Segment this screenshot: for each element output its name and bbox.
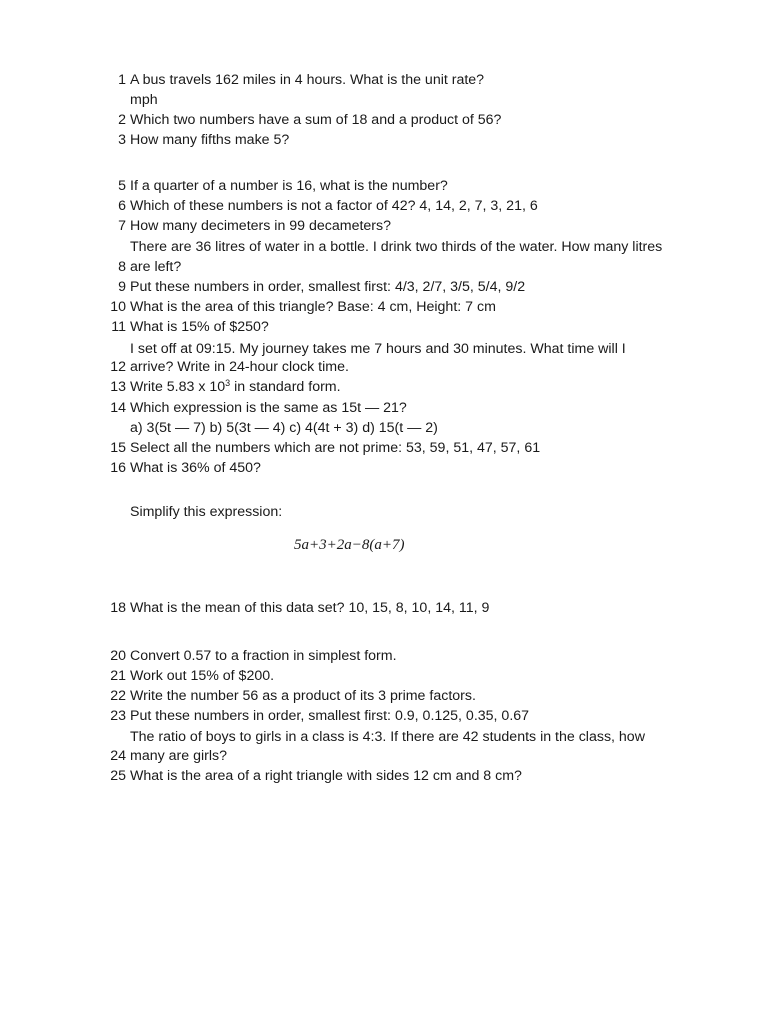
question-text: How many decimeters in 99 decameters? [130, 218, 392, 234]
question-number: 13 [110, 379, 126, 395]
question-text: Which expression is the same as 15t — 21? [130, 400, 407, 416]
question-text: Which two numbers have a sum of 18 and a product of 56? [130, 112, 502, 128]
question-text: What is the mean of this data set? 10, 15, 8, 10, 14, 11, 9 [130, 600, 490, 616]
question-text: If a quarter of a number is 16, what is the number? [130, 178, 448, 194]
question-number: 7 [118, 218, 126, 234]
question-text: What is the area of this triangle? Base: 4 cm, Height: 7 cm [130, 299, 496, 315]
question-text: What is 36% of 450? [130, 460, 261, 476]
question-number: 25 [110, 768, 126, 784]
question-number: 14 [110, 400, 126, 416]
question-number: 1 [118, 72, 126, 88]
question-number: 20 [110, 648, 126, 664]
question-text: Work out 15% of $200. [130, 668, 275, 684]
question-text: Select all the numbers which are not prime: 53, 59, 51, 47, 57, 61 [130, 440, 541, 456]
question-number: 8 [118, 259, 126, 275]
question-text-part: Write 5.83 x 10 [130, 379, 226, 395]
question-number: 24 [110, 748, 126, 764]
question-text: The ratio of boys to girls in a class is 4:3. If there are 42 students in the class, how [130, 729, 645, 745]
question-number: 6 [118, 198, 126, 214]
question-number: 9 [118, 279, 126, 295]
question-text: many are girls? [130, 748, 227, 764]
question-number: 12 [110, 359, 126, 375]
question-text: A bus travels 162 miles in 4 hours. What is the unit rate? [130, 72, 485, 88]
question-text: I set off at 09:15. My journey takes me 7 hours and 30 minutes. What time will I [130, 341, 626, 357]
question-text: Put these numbers in order, smallest first: 0.9, 0.125, 0.35, 0.67 [130, 708, 530, 724]
question-number: 18 [110, 600, 126, 616]
question-text [130, 378, 341, 396]
question-text: Which of these numbers is not a factor of 42? 4, 14, 2, 7, 3, 21, 6 [130, 198, 538, 214]
question-number: 22 [110, 688, 126, 704]
question-number: 3 [118, 132, 126, 148]
question-text-part: in standard form. [230, 379, 341, 395]
question-text: arrive? Write in 24-hour clock time. [130, 359, 349, 375]
question-number: 10 [110, 299, 126, 315]
question-text: What is the area of a right triangle with sides 12 cm and 8 cm? [130, 768, 522, 784]
answer-options: a) 3(5t — 7) b) 5(3t — 4) c) 4(4t + 3) d) 15(t — 2) [130, 420, 438, 436]
question-number: 23 [110, 708, 126, 724]
question-number: 5 [118, 178, 126, 194]
question-number: 2 [118, 112, 126, 128]
question-text: Simplify this expression: [130, 504, 283, 520]
question-text: Convert 0.57 to a fraction in simplest form. [130, 648, 397, 664]
question-text: There are 36 litres of water in a bottle. I drink two thirds of the water. How many litres [130, 239, 663, 255]
exponent: 3 [225, 378, 231, 388]
math-expression: 5a+3+2a−8(a+7) [294, 537, 405, 553]
question-text: What is 15% of $250? [130, 319, 269, 335]
question-text: mph [130, 92, 158, 108]
question-text: Put these numbers in order, smallest first: 4/3, 2/7, 3/5, 5/4, 9/2 [130, 279, 526, 295]
question-number: 21 [110, 668, 126, 684]
question-text: are left? [130, 259, 182, 275]
question-text: How many fifths make 5? [130, 132, 290, 148]
question-text: Write the number 56 as a product of its 3 prime factors. [130, 688, 476, 704]
question-number: 11 [111, 319, 126, 335]
question-number: 15 [110, 440, 126, 456]
question-number: 16 [110, 460, 126, 476]
